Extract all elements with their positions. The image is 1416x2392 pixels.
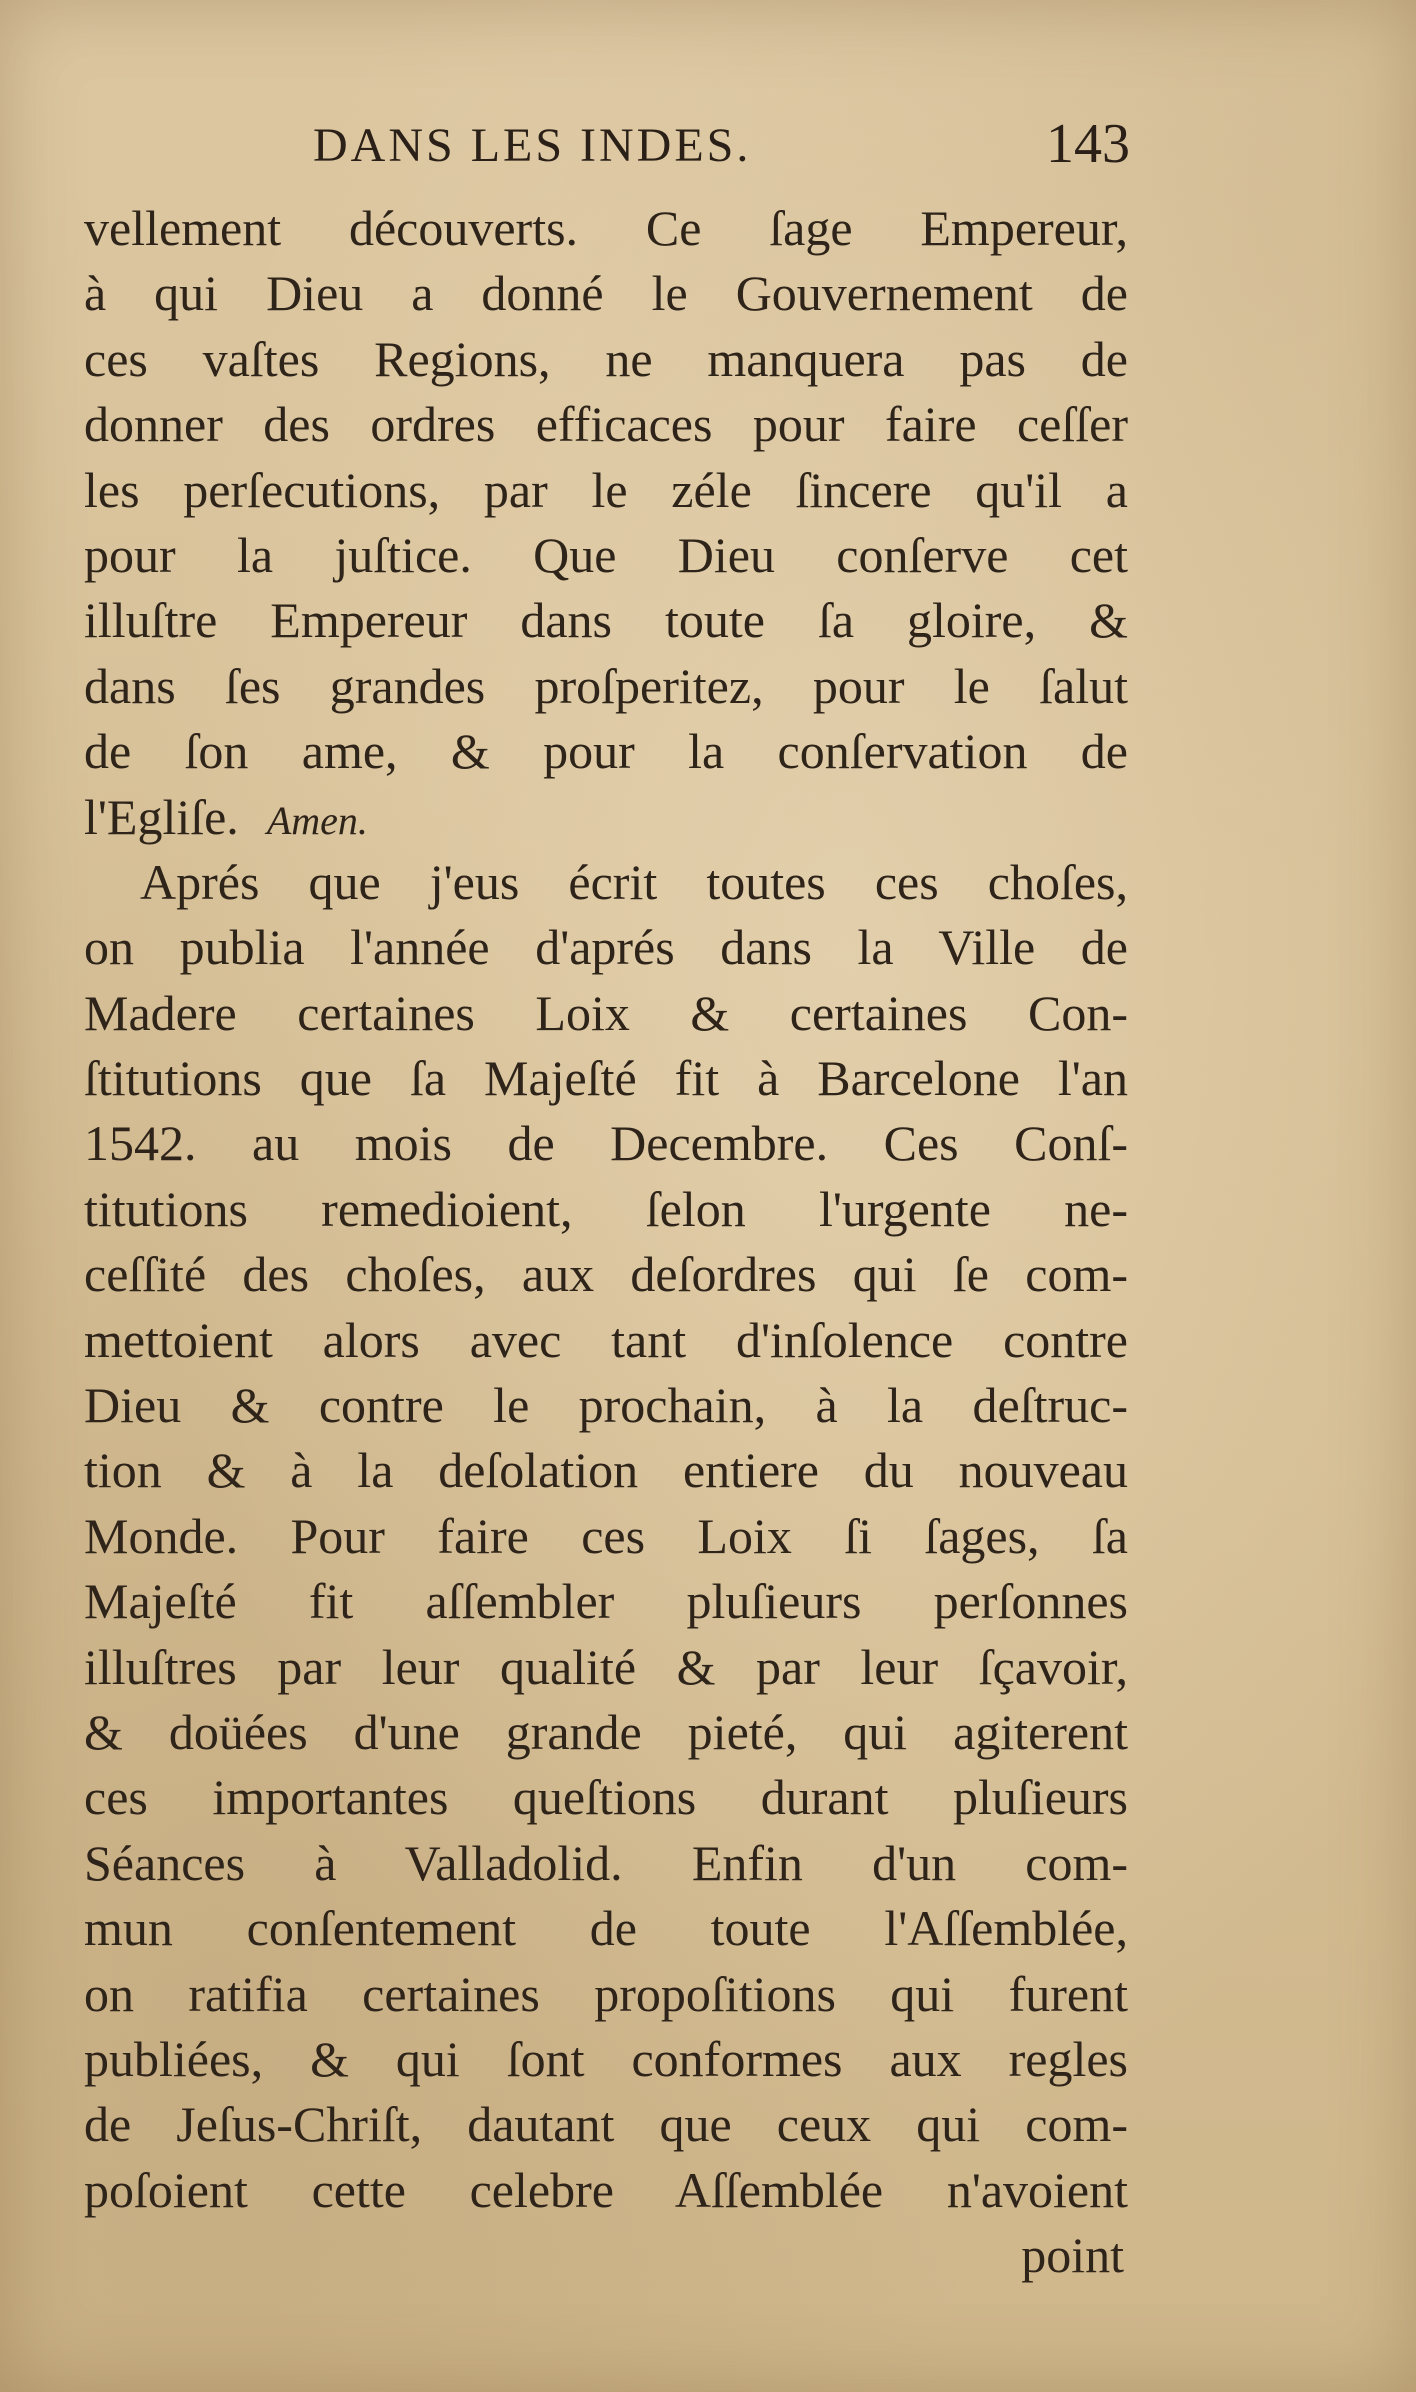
text-line: poſoient cette celebre Aſſemblée n'avoient — [84, 2161, 1128, 2218]
text-line: à qui Dieu a donné le Gouvernement de — [84, 265, 1128, 322]
text-line: titutions remedioient, ſelon l'urgente ne- — [84, 1180, 1128, 1237]
text-line: de Jeſus-Chriſt, dautant que ceux qui com- — [84, 2096, 1128, 2153]
body-text — [84, 196, 1128, 2289]
text-line: donner des ordres efficaces pour faire ceſſer — [84, 396, 1128, 453]
text-line: ceſſité des choſes, aux deſordres qui ſe com- — [84, 1246, 1128, 1303]
page-number: 143 — [1046, 113, 1130, 175]
amen-text: Amen. — [266, 797, 368, 843]
text-line: ces vaſtes Regions, ne manquera pas de — [84, 330, 1128, 387]
text-line: illuſtre Empereur dans toute ſa gloire, & — [84, 592, 1128, 649]
text-line: 1542. au mois de Decembre. Ces Conſ- — [84, 1115, 1128, 1172]
text-line: ſtitutions que ſa Majeſté fit à Barcelone l'an — [84, 1050, 1128, 1107]
text-line: Majeſté fit aſſembler pluſieurs perſonnes — [84, 1573, 1128, 1630]
text-line: Monde. Pour faire ces Loix ſi ſages, ſa — [84, 1507, 1128, 1564]
text-line: Dieu & contre le prochain, à la deſtruc- — [84, 1377, 1128, 1434]
paragraph-start-line: Aprés que j'eus écrit toutes ces choſes, — [140, 853, 1128, 910]
text-line: mettoient alors avec tant d'inſolence contre — [84, 1311, 1128, 1368]
text-line: mun conſentement de toute l'Aſſemblée, — [84, 1900, 1128, 1957]
text-line: ces importantes queſtions durant pluſieurs — [84, 1769, 1128, 1826]
paragraph-end-line — [84, 785, 1128, 850]
text-line: on ratifia certaines propoſitions qui furent — [84, 1965, 1128, 2022]
text-line: & doüées d'une grande pieté, qui agiterent — [84, 1703, 1128, 1760]
catchword: point — [1021, 2227, 1124, 2284]
running-title: DANS LES INDES. — [313, 119, 752, 172]
text-line: pour la juſtice. Que Dieu conſerve cet — [84, 526, 1128, 583]
text-line-content: l'Egliſe. — [84, 788, 239, 845]
text-line: tion & à la deſolation entiere du nouveau — [84, 1442, 1128, 1499]
text-line: de ſon ame, & pour la conſervation de — [84, 723, 1128, 780]
text-line: on publia l'année d'aprés dans la Ville de — [84, 919, 1128, 976]
text-line: Madere certaines Loix & certaines Con- — [84, 984, 1128, 1041]
text-line: dans ſes grandes proſperitez, pour le ſalut — [84, 657, 1128, 714]
text-line: vellement découverts. Ce ſage Empereur, — [84, 200, 1128, 256]
text-line: Séances à Valladolid. Enfin d'un com- — [84, 1834, 1128, 1891]
text-line: illuſtres par leur qualité & par leur ſçavoir, — [84, 1638, 1128, 1695]
text-line: les perſecutions, par le zéle ſincere qu'il a — [84, 461, 1128, 518]
running-head — [88, 112, 1128, 184]
text-line: publiées, & qui ſont conformes aux regles — [84, 2030, 1128, 2087]
